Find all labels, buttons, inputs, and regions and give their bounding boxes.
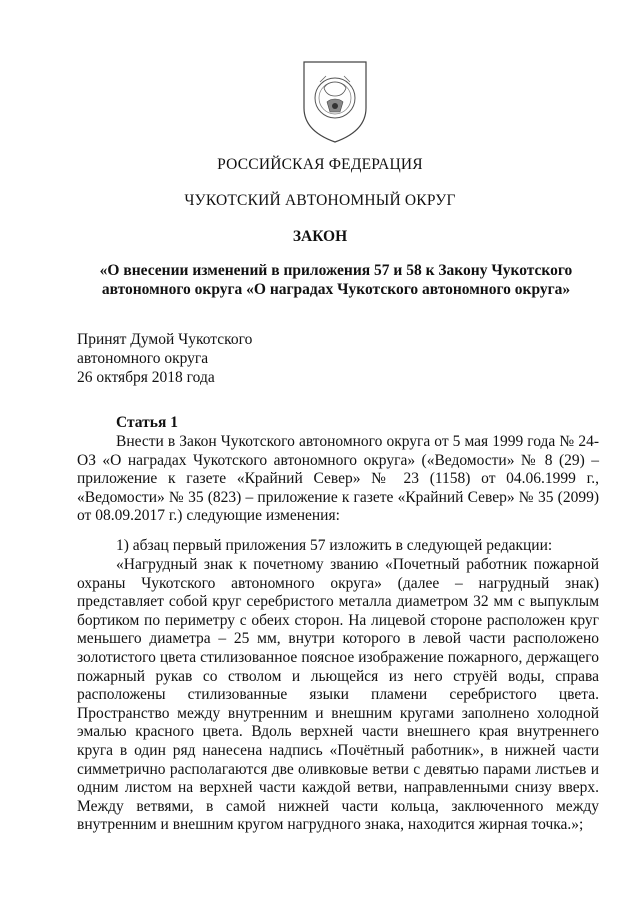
adoption-line-1: Принят Думой Чукотского	[77, 331, 253, 348]
coat-of-arms-emblem	[300, 58, 370, 144]
article-intro-text: Внести в Закон Чукотского автономного округа от 5 мая 1999 года № 24-ОЗ «О наградах Чукотского автономного округа» («Ведомости» № 8 (29) – приложение к газете «Крайний Север» № 23 (1158) от 04.06.1999 г., «Ведомости» № 35 (823) – приложение к газете «Крайний Север» № 35 (2099) от 08.09.2017 г.) следующие изменения:	[77, 433, 599, 525]
region-heading: ЧУКОТСКИЙ АВТОНОМНЫЙ ОКРУГ	[184, 192, 456, 209]
badge-description	[77, 556, 599, 835]
country-heading: РОССИЙСКАЯ ФЕДЕРАЦИЯ	[217, 156, 423, 173]
article-intro	[77, 433, 599, 526]
adoption-line-2: автономного округа	[77, 350, 209, 367]
law-title: «О внесении изменений в приложения 57 и 58 к Закону Чукотского автономного округа «О наградах Чукотского автономного округа»	[99, 262, 573, 298]
article-item-1-text: 1) абзац первый приложения 57 изложить в следующей редакции:	[116, 537, 553, 554]
article-item-1	[77, 537, 599, 556]
article-title: Статья 1	[116, 414, 178, 431]
adoption-date: 26 октября 2018 года	[77, 369, 215, 386]
adoption-info	[77, 330, 377, 387]
badge-description-text: «Нагрудный знак к почетному званию «Почетный работник пожарной охраны Чукотского автономного округа» (далее – нагрудный знак) представляет собой круг серебристого металла диаметром 32 мм с выпуклым бортиком по периметру с обеих сторон. На лицевой стороне расположен круг меньшего диаметра – 25 мм, внутри которого в левой части расположено золотистого цвета стилизованное поясное изображение пожарного, держащего пожарный рукав со стволом и льющейся из него струёй воды, справа расположены стилизованные языки пламени серебристого цвета. Пространство между внутренним и внешним кругами заполнено холодной эмалью красного цвета. Вдоль верхней части внешнего края внутреннего круга в один ряд нанесена надпись «Почётный работник», в нижней части симметрично располагаются две оливковые ветви с девятью парами листьев и одним листом на верхней части каждой ветви, направленными снизу вверх. Между ветвями, в самой нижней части кольца, заключенного между внутренним и внешним кругом нагрудного знака, находится жирная точка.»;	[77, 556, 599, 834]
doc-type-heading: ЗАКОН	[292, 228, 348, 245]
